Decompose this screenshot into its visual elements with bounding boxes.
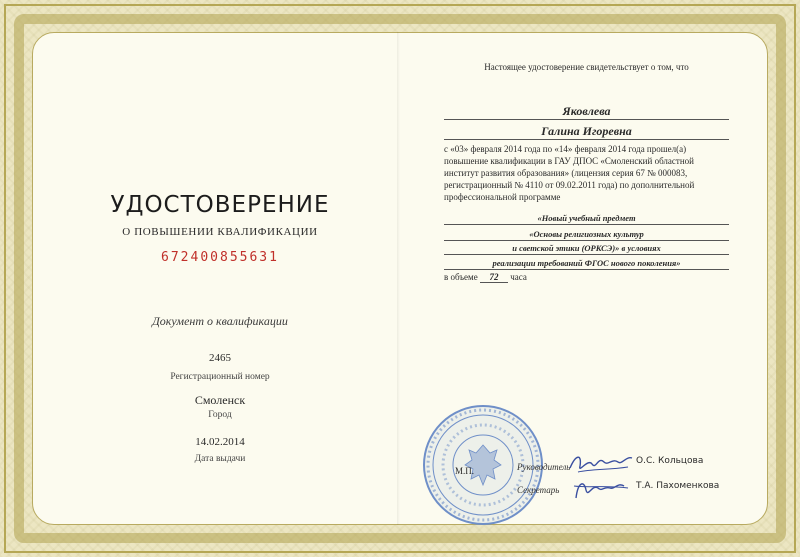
program-line: реализации требований ФГОС нового поколения» [444, 258, 729, 270]
stamp-mark-label: М.П. [455, 466, 475, 476]
head-label: Руководитель [517, 462, 571, 472]
certificate-subtitle: О ПОВЫШЕНИИ КВАЛИФИКАЦИИ [122, 226, 318, 238]
head-signature-icon [568, 450, 634, 478]
registration-number: 2465 [209, 352, 231, 364]
city: Смоленск [194, 393, 246, 407]
secretary-name: Т.А. Пахоменкова [636, 481, 720, 491]
serial-number: 672400855631 [161, 250, 279, 265]
program-line: «Основы религиозных культур [444, 229, 729, 241]
program-line: и светской этики (ОРКСЭ)» в условиях [444, 243, 729, 255]
document-type: Документ о квалификации [152, 314, 288, 328]
intro-text: Настоящее удостоверение свидетельствует о том, что [484, 62, 689, 72]
training-description: с «03» февраля 2014 года по «14» февраля 2014 года прошел(а) повышение квалификации в ГАУ ДПОС «Смоленский областной институт развития образования» (лицензия серия 67 № 000083, регистрационный № 4110 от 09.02.2011 года) по дополнительной профессиональной программе [444, 144, 695, 202]
hours-value: 72 [480, 272, 508, 283]
secretary-label: Секретарь [517, 485, 560, 495]
issue-date: 14.02.2014 [195, 436, 245, 448]
volume-suffix: часа [510, 272, 527, 282]
registration-number-caption: Регистрационный номер [170, 372, 270, 382]
program-line: «Новый учебный предмет [444, 213, 729, 225]
head-name: О.С. Кольцова [636, 456, 704, 466]
city-caption: Город [208, 410, 232, 420]
secretary-signature-icon [572, 476, 632, 504]
certificate-title: УДОСТОВЕРЕНИЕ [110, 192, 330, 218]
volume-prefix: в объеме [444, 272, 478, 282]
holder-surname: Яковлева [444, 104, 729, 120]
left-page [40, 0, 400, 557]
issue-date-caption: Дата выдачи [194, 454, 246, 464]
holder-given-names: Галина Игоревна [444, 124, 729, 140]
course-volume [444, 272, 527, 283]
